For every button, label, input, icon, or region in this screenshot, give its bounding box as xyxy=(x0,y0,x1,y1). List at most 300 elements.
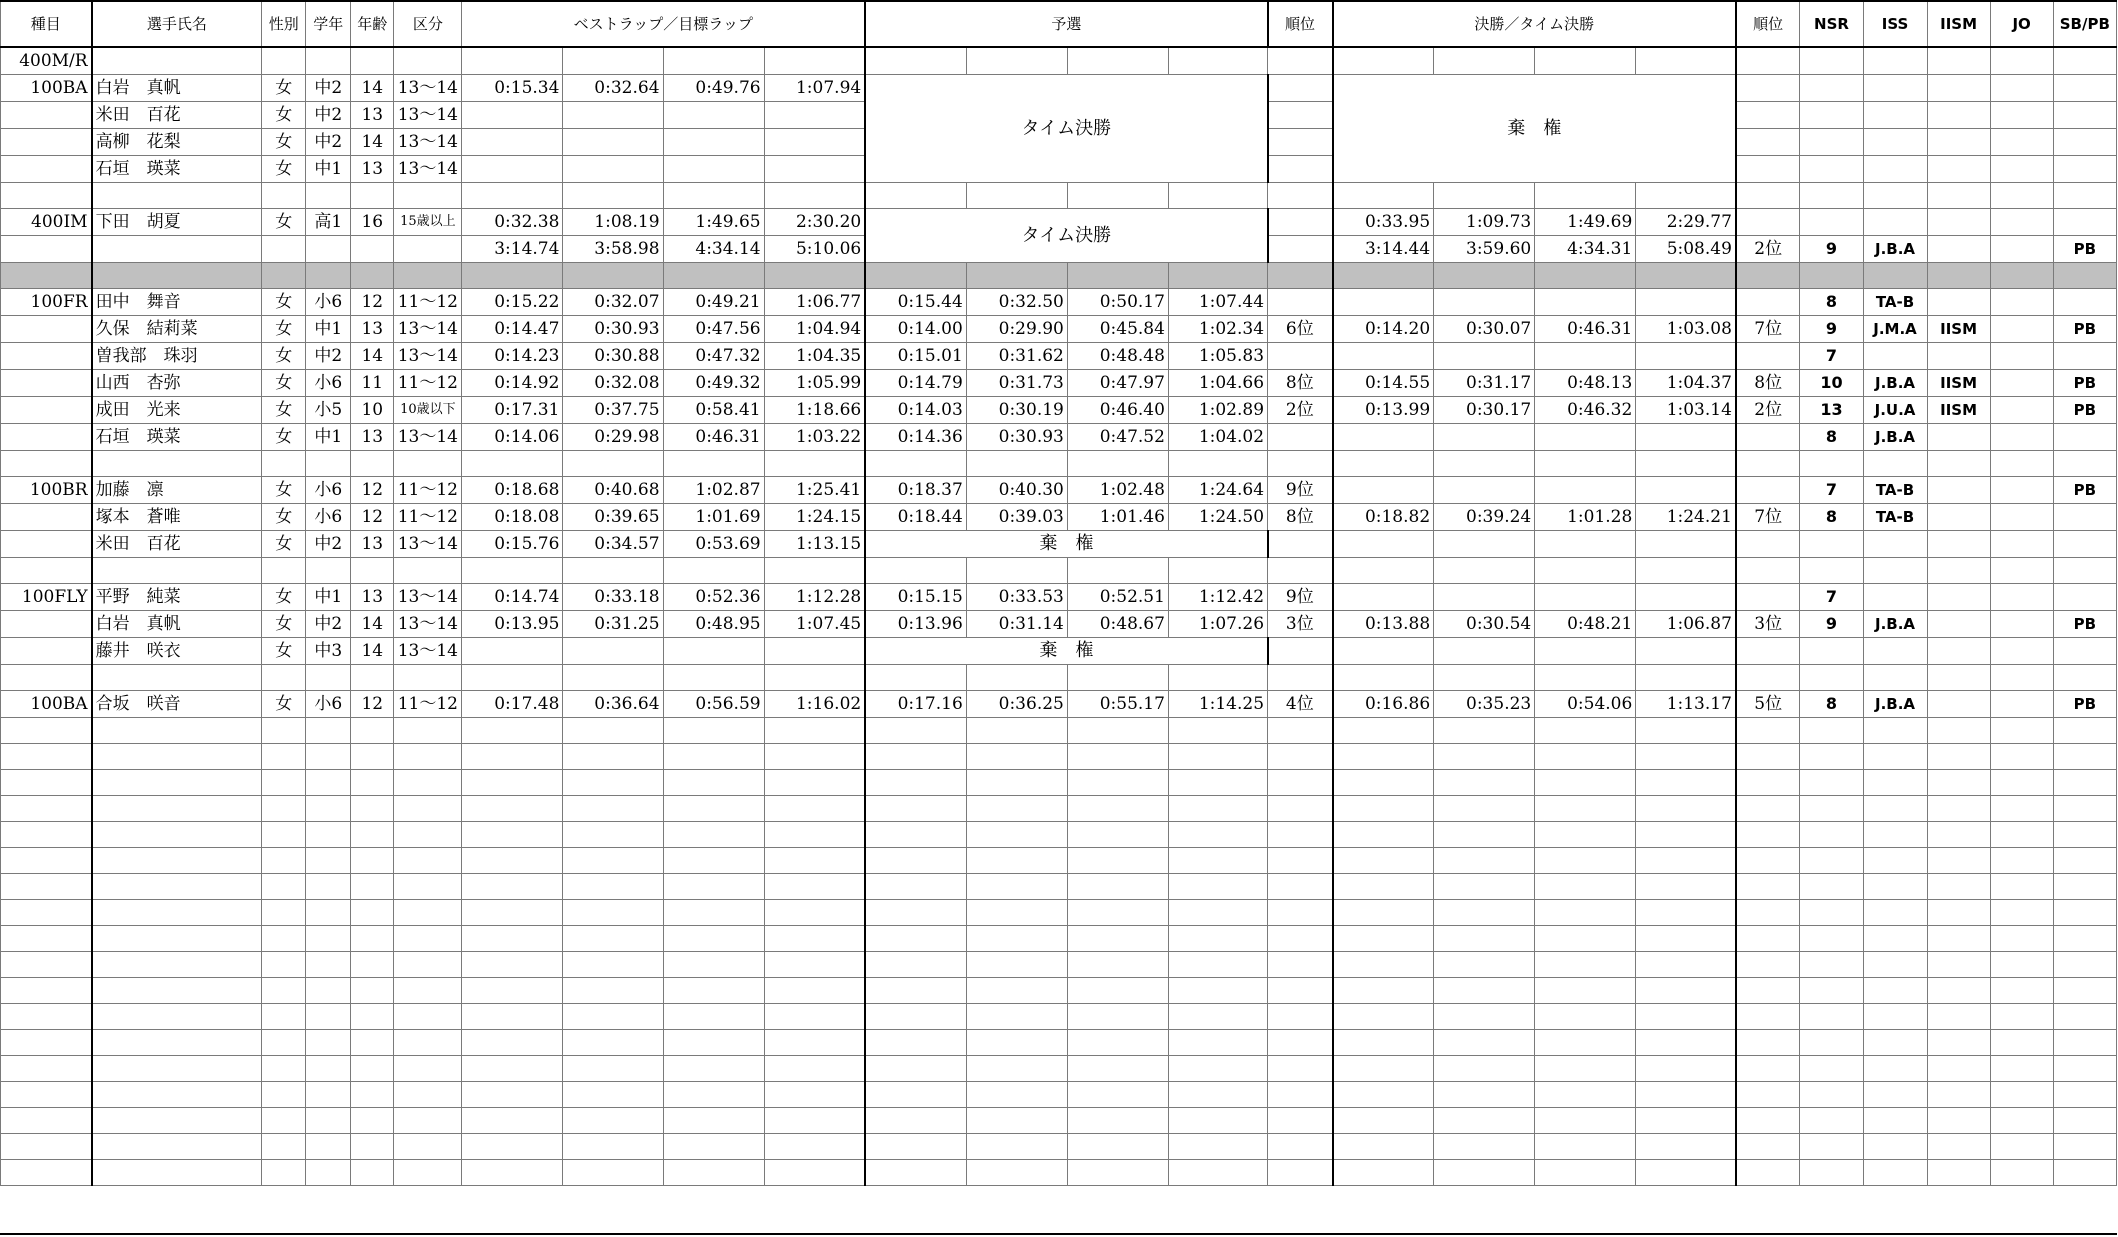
table-cell[interactable]: 0:45.84 xyxy=(1067,316,1168,343)
table-cell[interactable] xyxy=(1333,451,1434,477)
table-cell[interactable] xyxy=(306,1108,351,1134)
table-cell[interactable] xyxy=(865,451,966,477)
table-cell[interactable] xyxy=(1800,638,1863,665)
table-cell[interactable] xyxy=(262,665,306,691)
table-cell[interactable]: 0:15.76 xyxy=(462,531,563,558)
table-cell[interactable]: 9 xyxy=(1800,316,1863,343)
table-cell[interactable] xyxy=(1863,1056,1927,1082)
table-cell[interactable]: 1:05.99 xyxy=(764,370,865,397)
table-cell[interactable] xyxy=(1990,848,2053,874)
table-cell[interactable] xyxy=(1333,874,1434,900)
table-cell[interactable]: 0:29.98 xyxy=(563,424,663,451)
table-cell[interactable] xyxy=(306,1134,351,1160)
table-cell[interactable] xyxy=(1535,848,1636,874)
table-cell[interactable] xyxy=(1535,263,1636,289)
table-cell[interactable] xyxy=(1800,156,1863,183)
table-cell[interactable] xyxy=(1,316,92,343)
table-cell[interactable] xyxy=(462,1004,563,1030)
table-cell[interactable] xyxy=(1990,129,2053,156)
table-cell[interactable] xyxy=(1636,822,1736,848)
table-cell[interactable] xyxy=(1927,209,1990,236)
table-cell[interactable] xyxy=(865,822,966,848)
table-cell[interactable] xyxy=(1268,744,1333,770)
table-cell[interactable] xyxy=(1927,1004,1990,1030)
table-cell[interactable] xyxy=(1,1134,92,1160)
table-cell[interactable] xyxy=(1736,584,1800,611)
table-cell[interactable]: 0:49.21 xyxy=(663,289,764,316)
table-cell[interactable] xyxy=(865,718,966,744)
table-cell[interactable] xyxy=(306,822,351,848)
table-cell[interactable]: 0:35.23 xyxy=(1434,691,1535,718)
table-cell[interactable] xyxy=(1168,263,1267,289)
table-cell[interactable]: 中2 xyxy=(306,102,351,129)
table-cell[interactable] xyxy=(1067,848,1168,874)
table-cell[interactable] xyxy=(262,770,306,796)
table-cell[interactable] xyxy=(1434,183,1535,209)
table-cell[interactable]: 0:31.62 xyxy=(966,343,1067,370)
table-cell[interactable] xyxy=(351,952,394,978)
table-cell[interactable]: 0:31.73 xyxy=(966,370,1067,397)
table-cell[interactable] xyxy=(1067,1108,1168,1134)
table-cell[interactable]: 10 xyxy=(351,397,394,424)
table-cell[interactable] xyxy=(1535,584,1636,611)
table-cell[interactable] xyxy=(1168,1134,1267,1160)
table-cell[interactable]: 0:58.41 xyxy=(663,397,764,424)
table-cell[interactable]: 1:01.28 xyxy=(1535,504,1636,531)
table-cell[interactable] xyxy=(394,718,462,744)
table-cell[interactable] xyxy=(2053,263,2116,289)
table-cell[interactable]: 中1 xyxy=(306,156,351,183)
table-cell[interactable] xyxy=(394,263,462,289)
table-cell[interactable] xyxy=(92,978,262,1004)
table-cell[interactable] xyxy=(1863,796,1927,822)
table-cell[interactable] xyxy=(1800,451,1863,477)
table-cell[interactable]: 石垣 瑛菜 xyxy=(92,424,262,451)
table-cell[interactable]: 中2 xyxy=(306,343,351,370)
table-cell[interactable] xyxy=(462,451,563,477)
table-cell[interactable]: 0:13.88 xyxy=(1333,611,1434,638)
merged-note-cell[interactable]: 棄 権 xyxy=(1333,75,1736,183)
table-cell[interactable] xyxy=(1168,978,1267,1004)
table-cell[interactable]: 0:14.74 xyxy=(462,584,563,611)
table-cell[interactable] xyxy=(563,1004,663,1030)
table-cell[interactable] xyxy=(1636,47,1736,75)
table-cell[interactable] xyxy=(764,47,865,75)
table-cell[interactable]: 0:30.54 xyxy=(1434,611,1535,638)
table-cell[interactable] xyxy=(563,1160,663,1186)
table-cell[interactable] xyxy=(306,770,351,796)
table-cell[interactable]: 13～14 xyxy=(394,75,462,102)
table-cell[interactable] xyxy=(1067,183,1168,209)
table-cell[interactable]: 4:34.31 xyxy=(1535,236,1636,263)
table-cell[interactable]: 0:18.68 xyxy=(462,477,563,504)
table-cell[interactable] xyxy=(1800,1030,1863,1056)
table-cell[interactable] xyxy=(1535,952,1636,978)
table-cell[interactable] xyxy=(2053,584,2116,611)
table-cell[interactable] xyxy=(1636,531,1736,558)
table-cell[interactable]: 0:47.56 xyxy=(663,316,764,343)
table-cell[interactable] xyxy=(1990,718,2053,744)
table-cell[interactable]: 1:16.02 xyxy=(764,691,865,718)
table-cell[interactable] xyxy=(1636,451,1736,477)
table-cell[interactable] xyxy=(865,263,966,289)
table-cell[interactable] xyxy=(351,926,394,952)
table-cell[interactable]: J.M.A xyxy=(1863,316,1927,343)
table-cell[interactable] xyxy=(663,638,764,665)
table-cell[interactable]: 0:15.01 xyxy=(865,343,966,370)
table-cell[interactable] xyxy=(1636,1030,1736,1056)
table-cell[interactable] xyxy=(2053,1004,2116,1030)
table-cell[interactable] xyxy=(2053,47,2116,75)
table-cell[interactable] xyxy=(2053,129,2116,156)
table-cell[interactable]: 3位 xyxy=(1736,611,1800,638)
table-cell[interactable] xyxy=(462,47,563,75)
table-cell[interactable] xyxy=(1927,691,1990,718)
table-cell[interactable] xyxy=(1434,531,1535,558)
table-cell[interactable] xyxy=(1268,900,1333,926)
table-cell[interactable]: 0:48.67 xyxy=(1067,611,1168,638)
table-cell[interactable]: 女 xyxy=(262,638,306,665)
table-cell[interactable] xyxy=(1434,770,1535,796)
table-cell[interactable] xyxy=(764,1030,865,1056)
table-cell[interactable] xyxy=(1927,665,1990,691)
table-cell[interactable]: 0:48.13 xyxy=(1535,370,1636,397)
table-cell[interactable] xyxy=(462,718,563,744)
table-cell[interactable] xyxy=(1863,451,1927,477)
table-cell[interactable] xyxy=(262,47,306,75)
table-cell[interactable]: 8 xyxy=(1800,504,1863,531)
table-cell[interactable] xyxy=(1863,770,1927,796)
table-cell[interactable]: 中1 xyxy=(306,316,351,343)
table-cell[interactable] xyxy=(1,1004,92,1030)
table-cell[interactable] xyxy=(1333,584,1434,611)
table-cell[interactable] xyxy=(1927,718,1990,744)
table-cell[interactable] xyxy=(1990,316,2053,343)
table-cell[interactable] xyxy=(764,952,865,978)
table-cell[interactable] xyxy=(1535,1160,1636,1186)
table-cell[interactable] xyxy=(306,1030,351,1056)
table-cell[interactable] xyxy=(966,900,1067,926)
table-cell[interactable] xyxy=(663,744,764,770)
table-cell[interactable] xyxy=(966,874,1067,900)
table-cell[interactable] xyxy=(1990,665,2053,691)
table-cell[interactable]: 0:39.65 xyxy=(563,504,663,531)
table-cell[interactable] xyxy=(663,978,764,1004)
table-cell[interactable] xyxy=(1333,1108,1434,1134)
table-cell[interactable] xyxy=(1168,926,1267,952)
table-cell[interactable] xyxy=(2053,770,2116,796)
table-cell[interactable] xyxy=(1268,209,1333,236)
table-cell[interactable] xyxy=(764,822,865,848)
table-cell[interactable] xyxy=(1927,978,1990,1004)
table-cell[interactable] xyxy=(1736,263,1800,289)
table-cell[interactable]: 0:30.93 xyxy=(966,424,1067,451)
table-cell[interactable]: 13 xyxy=(351,156,394,183)
table-cell[interactable] xyxy=(462,1160,563,1186)
table-cell[interactable]: 14 xyxy=(351,129,394,156)
table-cell[interactable] xyxy=(1268,848,1333,874)
table-cell[interactable] xyxy=(1990,1134,2053,1160)
table-cell[interactable]: 下田 胡夏 xyxy=(92,209,262,236)
table-cell[interactable]: 11～12 xyxy=(394,477,462,504)
table-cell[interactable]: 14 xyxy=(351,343,394,370)
table-cell[interactable]: 4:34.14 xyxy=(663,236,764,263)
table-cell[interactable] xyxy=(1,397,92,424)
table-cell[interactable] xyxy=(966,822,1067,848)
table-cell[interactable] xyxy=(1736,1082,1800,1108)
table-cell[interactable] xyxy=(92,1056,262,1082)
table-cell[interactable]: 5:10.06 xyxy=(764,236,865,263)
table-cell[interactable] xyxy=(394,183,462,209)
table-cell[interactable]: 0:14.23 xyxy=(462,343,563,370)
table-cell[interactable]: 0:32.08 xyxy=(563,370,663,397)
table-cell[interactable] xyxy=(262,874,306,900)
table-cell[interactable] xyxy=(1333,952,1434,978)
table-cell[interactable] xyxy=(462,558,563,584)
table-cell[interactable] xyxy=(1863,744,1927,770)
table-cell[interactable]: 13 xyxy=(1800,397,1863,424)
table-cell[interactable]: 0:56.59 xyxy=(663,691,764,718)
table-cell[interactable] xyxy=(1927,926,1990,952)
table-cell[interactable] xyxy=(351,874,394,900)
table-cell[interactable] xyxy=(563,874,663,900)
table-cell[interactable] xyxy=(1636,289,1736,316)
table-cell[interactable] xyxy=(1268,874,1333,900)
table-cell[interactable] xyxy=(351,183,394,209)
table-cell[interactable] xyxy=(764,796,865,822)
table-cell[interactable]: 8位 xyxy=(1268,370,1333,397)
table-cell[interactable] xyxy=(1333,770,1434,796)
table-cell[interactable] xyxy=(351,263,394,289)
table-cell[interactable] xyxy=(462,978,563,1004)
table-cell[interactable] xyxy=(1636,665,1736,691)
table-cell[interactable] xyxy=(462,796,563,822)
table-cell[interactable] xyxy=(462,1134,563,1160)
table-cell[interactable] xyxy=(394,1030,462,1056)
table-cell[interactable] xyxy=(966,47,1067,75)
table-cell[interactable] xyxy=(92,1160,262,1186)
table-cell[interactable] xyxy=(966,1056,1067,1082)
table-cell[interactable] xyxy=(92,236,262,263)
table-cell[interactable] xyxy=(966,1160,1067,1186)
table-cell[interactable]: 14 xyxy=(351,638,394,665)
table-cell[interactable] xyxy=(1863,47,1927,75)
table-cell[interactable]: 0:18.37 xyxy=(865,477,966,504)
table-cell[interactable] xyxy=(1535,926,1636,952)
table-cell[interactable] xyxy=(1434,47,1535,75)
table-cell[interactable] xyxy=(1927,477,1990,504)
table-cell[interactable]: 0:13.95 xyxy=(462,611,563,638)
table-cell[interactable] xyxy=(563,183,663,209)
table-cell[interactable] xyxy=(1434,1082,1535,1108)
table-cell[interactable] xyxy=(1268,1134,1333,1160)
table-cell[interactable] xyxy=(462,183,563,209)
table-cell[interactable]: 0:48.95 xyxy=(663,611,764,638)
table-cell[interactable]: 中2 xyxy=(306,611,351,638)
table-cell[interactable] xyxy=(1927,584,1990,611)
table-cell[interactable] xyxy=(394,1160,462,1186)
table-cell[interactable]: 女 xyxy=(262,102,306,129)
table-cell[interactable] xyxy=(1168,1030,1267,1056)
table-cell[interactable] xyxy=(1990,558,2053,584)
table-cell[interactable]: 5:08.49 xyxy=(1636,236,1736,263)
table-cell[interactable] xyxy=(1800,263,1863,289)
table-cell[interactable] xyxy=(1434,1160,1535,1186)
table-cell[interactable] xyxy=(1927,1056,1990,1082)
table-cell[interactable] xyxy=(1067,1004,1168,1030)
table-cell[interactable] xyxy=(1636,477,1736,504)
table-cell[interactable]: 11～12 xyxy=(394,691,462,718)
table-cell[interactable] xyxy=(92,744,262,770)
table-cell[interactable]: 0:13.96 xyxy=(865,611,966,638)
table-cell[interactable] xyxy=(262,822,306,848)
table-cell[interactable] xyxy=(2053,874,2116,900)
table-cell[interactable] xyxy=(1535,1056,1636,1082)
table-cell[interactable] xyxy=(1434,1030,1535,1056)
table-cell[interactable] xyxy=(1535,900,1636,926)
table-cell[interactable] xyxy=(1067,1082,1168,1108)
table-cell[interactable]: 0:33.53 xyxy=(966,584,1067,611)
table-cell[interactable] xyxy=(1800,665,1863,691)
table-cell[interactable] xyxy=(663,796,764,822)
table-cell[interactable] xyxy=(563,156,663,183)
table-cell[interactable]: 0:52.36 xyxy=(663,584,764,611)
table-cell[interactable]: 0:18.44 xyxy=(865,504,966,531)
table-cell[interactable] xyxy=(1990,531,2053,558)
table-cell[interactable] xyxy=(1736,47,1800,75)
table-cell[interactable] xyxy=(1863,1160,1927,1186)
table-cell[interactable] xyxy=(1990,926,2053,952)
table-cell[interactable] xyxy=(462,744,563,770)
table-cell[interactable] xyxy=(865,1082,966,1108)
table-cell[interactable] xyxy=(1800,531,1863,558)
table-cell[interactable] xyxy=(865,1056,966,1082)
table-cell[interactable] xyxy=(1863,263,1927,289)
table-cell[interactable] xyxy=(1333,183,1434,209)
table-cell[interactable] xyxy=(764,1108,865,1134)
table-cell[interactable]: TA-B xyxy=(1863,289,1927,316)
table-cell[interactable] xyxy=(1863,1082,1927,1108)
table-cell[interactable] xyxy=(1863,209,1927,236)
merged-note-cell[interactable]: タイム決勝 xyxy=(865,209,1267,263)
table-cell[interactable] xyxy=(1268,129,1333,156)
table-cell[interactable] xyxy=(1535,1108,1636,1134)
table-cell[interactable] xyxy=(262,558,306,584)
table-cell[interactable] xyxy=(1927,47,1990,75)
table-cell[interactable] xyxy=(1268,1082,1333,1108)
table-cell[interactable] xyxy=(1268,1108,1333,1134)
table-cell[interactable] xyxy=(462,665,563,691)
table-cell[interactable]: J.U.A xyxy=(1863,397,1927,424)
table-cell[interactable]: 1:02.87 xyxy=(663,477,764,504)
table-cell[interactable] xyxy=(1990,183,2053,209)
table-cell[interactable] xyxy=(92,1004,262,1030)
table-cell[interactable] xyxy=(1927,156,1990,183)
table-cell[interactable]: 0:14.92 xyxy=(462,370,563,397)
table-cell[interactable] xyxy=(2053,504,2116,531)
table-cell[interactable]: 9位 xyxy=(1268,477,1333,504)
table-cell[interactable] xyxy=(1736,75,1800,102)
table-cell[interactable]: 13 xyxy=(351,316,394,343)
table-cell[interactable] xyxy=(306,744,351,770)
table-cell[interactable] xyxy=(92,665,262,691)
table-cell[interactable] xyxy=(1268,75,1333,102)
table-cell[interactable] xyxy=(1636,1056,1736,1082)
table-cell[interactable] xyxy=(563,926,663,952)
table-cell[interactable] xyxy=(351,1004,394,1030)
table-cell[interactable] xyxy=(1168,796,1267,822)
table-cell[interactable] xyxy=(1268,796,1333,822)
table-cell[interactable] xyxy=(1,665,92,691)
table-cell[interactable] xyxy=(1636,1108,1736,1134)
table-cell[interactable]: 0:50.17 xyxy=(1067,289,1168,316)
table-cell[interactable] xyxy=(262,1056,306,1082)
table-cell[interactable] xyxy=(663,263,764,289)
table-cell[interactable] xyxy=(1736,638,1800,665)
table-cell[interactable] xyxy=(1990,611,2053,638)
table-cell[interactable]: 小5 xyxy=(306,397,351,424)
table-cell[interactable] xyxy=(1434,263,1535,289)
table-cell[interactable] xyxy=(1927,504,1990,531)
table-cell[interactable]: 1:03.14 xyxy=(1636,397,1736,424)
table-cell[interactable]: 1:01.69 xyxy=(663,504,764,531)
table-cell[interactable]: 14 xyxy=(351,611,394,638)
table-cell[interactable]: 中2 xyxy=(306,75,351,102)
table-cell[interactable] xyxy=(351,1056,394,1082)
table-cell[interactable]: 1:09.73 xyxy=(1434,209,1535,236)
table-cell[interactable] xyxy=(1927,75,1990,102)
table-cell[interactable] xyxy=(1067,47,1168,75)
table-cell[interactable] xyxy=(1636,770,1736,796)
table-cell[interactable]: 1:03.22 xyxy=(764,424,865,451)
table-cell[interactable] xyxy=(92,451,262,477)
table-cell[interactable]: 小6 xyxy=(306,691,351,718)
table-cell[interactable] xyxy=(764,1056,865,1082)
table-cell[interactable]: 13～14 xyxy=(394,611,462,638)
table-cell[interactable]: 女 xyxy=(262,156,306,183)
table-cell[interactable] xyxy=(563,848,663,874)
table-cell[interactable] xyxy=(351,558,394,584)
table-cell[interactable] xyxy=(1,1030,92,1056)
table-cell[interactable] xyxy=(1927,236,1990,263)
table-cell[interactable] xyxy=(394,848,462,874)
table-cell[interactable] xyxy=(1800,744,1863,770)
table-cell[interactable]: 0:15.22 xyxy=(462,289,563,316)
table-cell[interactable] xyxy=(92,952,262,978)
table-cell[interactable] xyxy=(1990,156,2053,183)
table-cell[interactable]: 女 xyxy=(262,397,306,424)
table-cell[interactable] xyxy=(1863,129,1927,156)
table-cell[interactable] xyxy=(306,926,351,952)
table-cell[interactable] xyxy=(1434,926,1535,952)
table-cell[interactable]: 平野 純菜 xyxy=(92,584,262,611)
table-cell[interactable] xyxy=(306,451,351,477)
table-cell[interactable] xyxy=(1863,900,1927,926)
table-cell[interactable] xyxy=(865,183,966,209)
table-cell[interactable] xyxy=(1333,531,1434,558)
table-cell[interactable] xyxy=(966,926,1067,952)
table-cell[interactable]: 0:30.07 xyxy=(1434,316,1535,343)
table-cell[interactable]: PB xyxy=(2053,236,2116,263)
table-cell[interactable] xyxy=(1268,718,1333,744)
table-cell[interactable]: 女 xyxy=(262,209,306,236)
table-cell[interactable] xyxy=(1333,343,1434,370)
table-cell[interactable] xyxy=(394,1108,462,1134)
table-cell[interactable]: TA-B xyxy=(1863,477,1927,504)
table-cell[interactable] xyxy=(966,770,1067,796)
table-cell[interactable] xyxy=(1990,47,2053,75)
table-cell[interactable] xyxy=(1,156,92,183)
